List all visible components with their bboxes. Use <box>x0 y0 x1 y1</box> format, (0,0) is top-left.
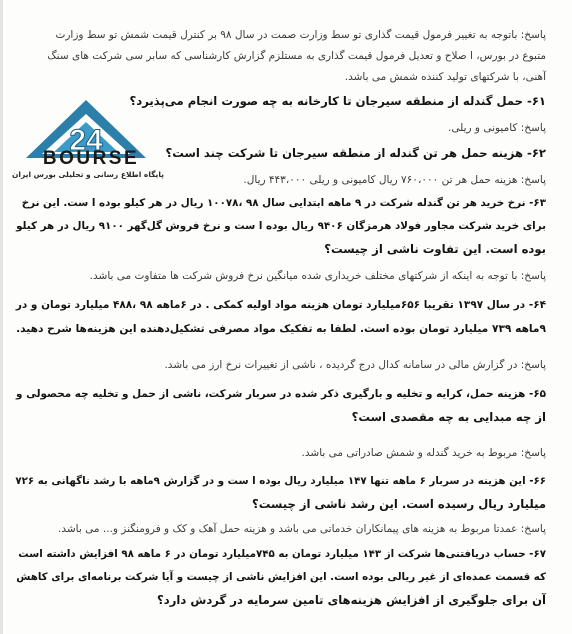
bourse24-logo <box>8 98 168 182</box>
answer-64 <box>164 355 546 376</box>
text-line: بوده است. این تفاوت ناشی از چیست؟ <box>324 242 546 256</box>
answer-65 <box>302 443 546 464</box>
question-62 <box>165 142 546 165</box>
text-line: ۶۱- حمل گندله از منطقه سیرجان تا کارخانه به چه صورت انجام می‌پذیرد؟ <box>129 94 546 108</box>
text-line: پاسخ: با توجه به اینکه از شرکتهای مختلف خریداری شده میانگین نرخ فروش شرکت ها متفاوت می باشد. <box>89 270 546 282</box>
text-line: ۶۴- در سال ۱۳۹۷ تقریبا ۶۵۶میلیارد تومان هزینه مواد اولیه کمکی . در ۶ماهه ۹۸ ،۴۸۸ میلیارد تومان و در <box>15 299 546 311</box>
text-line: متبوع در بورس، ا صلاح و تعدیل فرمول قیمت گذاری به مستلزم گزارش کارشناسی که سابر سی شرکت های سنگ <box>47 50 546 62</box>
answer-62 <box>243 170 546 191</box>
text-line: پاسخ: هزینه حمل هر تن ۷۶۰،۰۰۰ ریال کامیونی و ریلی ۴۴۳،۰۰۰ ریال. <box>243 174 546 186</box>
text-line: برای خرید شرکت مجاور فولاد هرمزگان ۹۴۰۶ ریال بوده ا ست و نرخ فروش گل‌گهر ۹۱۰۰ ریال در هر کیلو <box>16 220 546 232</box>
text-line: پاسخ: مربوط به خرید گندله و شمش صادراتی می باشد. <box>301 447 546 459</box>
question-65 <box>16 383 546 429</box>
answer-63 <box>90 266 546 287</box>
logo-tagline: پایگاه اطلاع رسانی و تحلیلی بورس ایران <box>12 170 164 179</box>
text-line: که قسمت عمده‌ای از غیر ریالی بوده است. این افزایش ناشی از چیست و آیا شرکت برنامه‌ای برای کاهش <box>16 571 546 583</box>
answer-paragraph <box>47 25 546 88</box>
text-line: آن برای جلوگیری از افزایش هزینه‌های تامین سرمایه در گردش دارد؟ <box>157 593 546 607</box>
text-line: ۶۲- هزینه حمل هر تن گندله از منطقه سیرجان تا شرکت چند است؟ <box>165 146 546 160</box>
question-61 <box>130 90 546 113</box>
text-line: ۶۵- هزینه حمل، کرایه و تخلیه و بارگیری ذکر شده در سربار شرکت، ناشی از حمل و تخلیه چه محصولی و <box>16 388 546 400</box>
text-line: ۶۶- این هزینه در سربار ۶ ماهه تنها ۱۴۷ میلیارد ریال بوده ا ست و در گزارش ۹ماهه با رشد ناگهانی به ۷۲۶ <box>15 475 546 487</box>
text-line: پاسخ: در گزارش مالی در سامانه کدال درج گردیده ، ناشی از تغییرات نرخ ارز می باشد. <box>164 359 546 371</box>
text-line: پاسخ: کامیونی و ریلی. <box>448 122 546 134</box>
question-63 <box>16 192 546 261</box>
text-line: پاسخ: باتوجه به تغییر فرمول قیمت گذاری تو سط وزارت صمت در سال ۹۸ بر کنترل قیمت شمش تو سط وزارت <box>55 29 546 41</box>
question-66 <box>15 470 546 516</box>
text-line: آهنی، با شرکتهای تولید کننده شمش می باشد. <box>344 71 546 83</box>
text-line: پاسخ: عمدتا مربوط به هزینه های پیمانکاران خدماتی می باشد و هزینه حمل آهک و کک و فرومنگنز و... می باشد. <box>58 523 546 535</box>
text-line: ۹ماهه ۷۳۹ میلیارد تومان بوده است. لطفا به تفکیک مواد مصرفی تشکیل‌دهنده این هزینه‌ها شرح دهید. <box>16 322 546 335</box>
logo-wordmark: BOURSE <box>42 148 140 169</box>
question-67 <box>16 543 546 612</box>
text-line: ۶۳- نرخ خرید هر تن گندله شرکت در ۹ ماهه ابتدایی سال ۹۸ ،۱۰۰۷۸ ریال در هر کیلو بوده ا ست. این نرخ <box>21 197 546 209</box>
question-64 <box>16 294 546 340</box>
answer-66 <box>58 519 546 540</box>
text-line: از چه مبدایی به چه مقصدی است؟ <box>351 410 546 424</box>
text-line: میلیارد ریال رسیده است. این رشد ناشی از چیست؟ <box>252 497 546 511</box>
text-line: ۶۷- حساب دریافتنی‌ها شرکت از ۱۴۳ میلیارد تومان به ۷۴۵میلیارد تومان در ۶ ماهه ۹۸ افزایش داشته است <box>18 548 546 560</box>
logo-numeral: 24 <box>69 124 103 157</box>
answer-61 <box>448 118 546 139</box>
scan-edge-shadow <box>0 0 3 634</box>
